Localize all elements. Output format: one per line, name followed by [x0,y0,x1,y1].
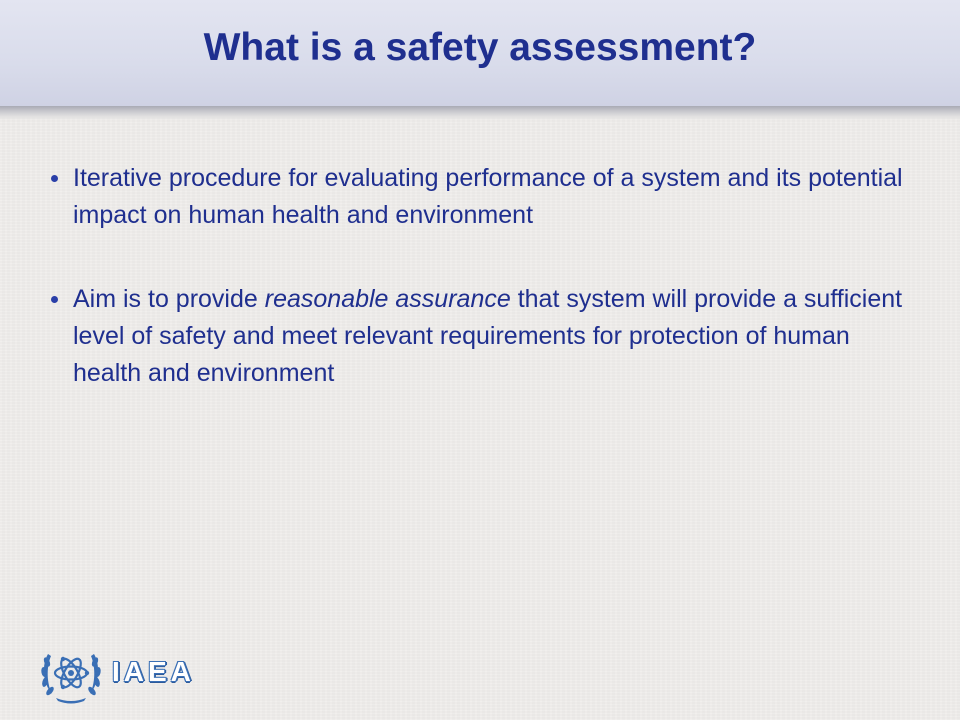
bullet-text [73,285,902,387]
header-shadow [0,106,960,120]
bullet-dot-icon [51,296,58,303]
bullet-text [73,164,903,229]
bullet-text-segment: that system will provide a sufficient level of safety and meet relevant requirements for protection of human health and environment [73,285,903,387]
iaea-emblem-icon [38,640,104,706]
bullet-list [46,160,916,439]
bullet-emphasis: reasonable assurance [264,285,511,313]
bullet-text-segment: Iterative procedure for evaluating performance of a system and its potential impact on human health and environment [73,164,903,229]
bullet-item [46,160,916,234]
slide-title: What is a safety assessment? [203,26,757,69]
bullet-text-segment: Aim is to provide [73,285,265,313]
bullet-dot-icon [51,175,58,182]
bullet-item [46,281,916,392]
iaea-logo [38,640,218,706]
iaea-logo-text: IAEA [112,656,195,687]
